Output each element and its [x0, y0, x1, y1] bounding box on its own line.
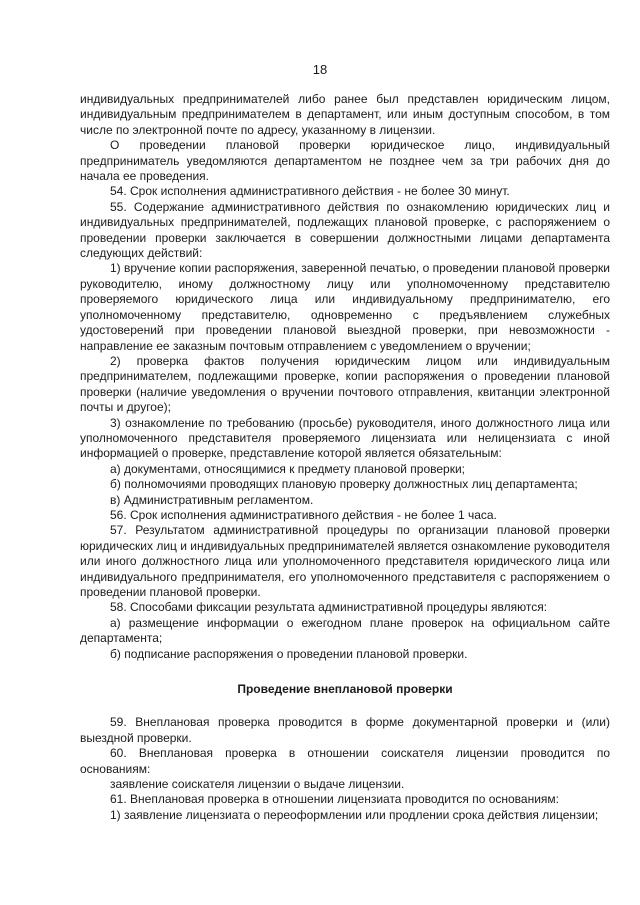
paragraph: 3) ознакомление по требованию (просьбе) руководителя, иного должностного лица или уполномоченного представителя проверяемого лицензиата или нелицензиата с иной информацией о проверке, представление которой является обязательным:: [80, 415, 610, 461]
section-heading: Проведение внеплановой проверки: [237, 682, 453, 697]
paragraph: 57. Результатом административной процедуры по организации плановой проверки юридических лиц и индивидуальных предпринимателей является ознакомление руководителя или иного должностного лица или уполномоченного представителя юридического лица или индивидуального предпринимателя, его уполномоченного представителя с распоряжением о проведении плановой проверки.: [80, 523, 610, 599]
paragraph: а) документами, относящимися к предмету плановой проверки;: [110, 461, 466, 476]
paragraph: 56. Срок исполнения административного действия - не более 1 часа.: [110, 507, 497, 522]
paragraph: а) размещение информации о ежегодном плане проверок на официальном сайте департамента;: [80, 615, 610, 646]
paragraph: индивидуальных предпринимателей либо ранее был представлен юридическим лицом, индивидуальным предпринимателем в департамент, или иным доступным способом, в том числе по электронной почте по адресу, указанному в лицензии.: [80, 92, 610, 137]
paragraph: б) подписание распоряжения о проведении плановой проверки.: [110, 646, 468, 661]
page-number: 18: [312, 62, 328, 77]
paragraph: в) Административным регламентом.: [110, 492, 314, 507]
paragraph: 1) заявление лицензиата о переоформлении или продлении срока действия лицензии;: [110, 807, 599, 822]
paragraph: заявление соискателя лицензии о выдаче лицензии.: [110, 777, 405, 792]
paragraph: 1) вручение копии распоряжения, заверенной печатью, о проведении плановой проверки руководителю, иному должностному лицу или уполномоченному представителю проверяемого юридического лица или индивидуальному предпринимателю, его уполномоченному представителю, одновременно с предъявлением служебных удостоверений при проведении плановой выездной проверки, при невозможности - направление ее заказным почтовым отправлением с уведомлением о вручении;: [80, 261, 610, 353]
paragraph: 58. Способами фиксации результата административной процедуры являются:: [110, 600, 548, 615]
paragraph: б) полномочиями проводящих плановую проверку должностных лиц департамента;: [110, 477, 578, 492]
paragraph: 61. Внеплановая проверка в отношении лицензиата проводится по основаниям:: [110, 792, 560, 807]
paragraph: 59. Внеплановая проверка проводится в форме документарной проверки и (или) выездной проверки.: [80, 715, 610, 745]
paragraph: 2) проверка фактов получения юридическим лицом или индивидуальным предпринимателем, подлежащими проверке, копии распоряжения о проведении плановой проверки (наличие уведомления о вручении почтового отправления, квитанции электронной почты и другое);: [80, 353, 610, 415]
paragraph: 54. Срок исполнения административного действия - не более 30 минут.: [110, 184, 510, 199]
paragraph: 55. Содержание административного действия по ознакомлению юридических лиц и индивидуальных предпринимателей, подлежащих плановой проверке, с распоряжением о проведении проверки заключается в совершении должностными лицами департамента следующих действий:: [80, 199, 610, 261]
document-body: [80, 92, 610, 823]
paragraph: О проведении плановой проверки юридическое лицо, индивидуальный предприниматель уведомляются департаментом не позднее чем за три рабочих дня до начала ее проведения.: [80, 138, 610, 184]
paragraph: 60. Внеплановая проверка в отношении соискателя лицензии проводится по основаниям:: [80, 746, 610, 776]
